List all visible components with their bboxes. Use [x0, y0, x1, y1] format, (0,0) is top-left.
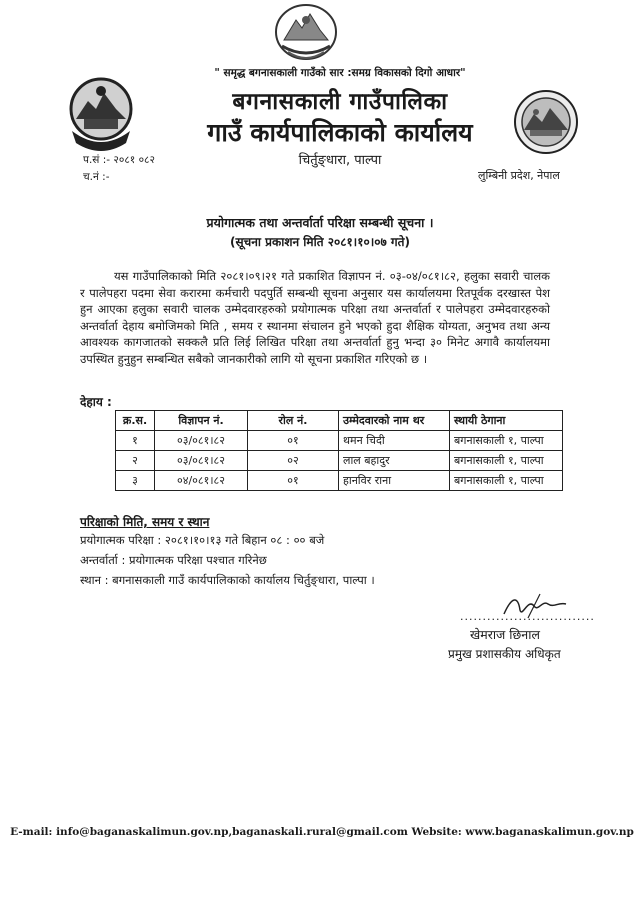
column-header: उम्मेदवारको नाम थर	[339, 411, 450, 431]
nepal-emblem-top-icon	[268, 2, 344, 66]
table-cell: १	[116, 431, 155, 451]
table-cell: ३	[116, 471, 155, 491]
table-cell: २	[116, 451, 155, 471]
table-row	[116, 431, 563, 451]
signature-line: ..............................	[460, 610, 595, 623]
table-cell: बगनासकाली १, पाल्पा	[450, 431, 563, 451]
dispatch-number: च.नं :-	[83, 171, 110, 183]
table-cell: हानविर राना	[339, 471, 450, 491]
table-cell: ०३/०८१।८२	[155, 431, 248, 451]
province: लुम्बिनी प्रदेश, नेपाल	[478, 169, 560, 182]
table-cell: ०३/०८१।८२	[155, 451, 248, 471]
table-row	[116, 471, 563, 491]
dehaya-label: देहाय :	[80, 395, 112, 409]
column-header: विज्ञापन नं.	[155, 411, 248, 431]
organization-name: बगनासकाली गाउँपालिका	[232, 89, 448, 115]
notice-title: प्रयोगात्मक तथा अन्तर्वार्ता परिक्षा सम्बन्धी सूचना ।	[206, 215, 434, 230]
table-cell: ०४/०८१।८२	[155, 471, 248, 491]
column-header: स्थायी ठेगाना	[450, 411, 563, 431]
slogan: " समृद्ध बगनासकाली गाउँको सार :समग्र विकासको दिगो आधार"	[214, 67, 466, 79]
table-cell: ०१	[248, 471, 339, 491]
notice-body: यस गाउँपालिकाको मिति २०८१।०९।२१ गते प्रकाशित विज्ञापन नं. ०३-०४/०८१।८२, हलुका सवारी चालक र पालेपहरा पदमा सेवा करारमा कर्मचारी पदपुर्ति सम्बन्धी सूचना अनुसार यस कार्यालयमा रितपूर्वक दरखास्त पेश हुन आएका हलुका सवारी चालक उम्मेदवारहरुको प्रयोगात्मक परिक्षा तथा अन्तर्वार्ता र पालेपहरा उम्मेदवारहरुको अन्तर्वार्ता देहाय बमोजिमको मिति , समय र स्थानमा संचालन हुने भएको हुदा शैक्षिक योग्यता, अनुभव तथा अन्य आवश्यक कागजातको सक्कलै प्रति लिई लिखित परिक्षा तथा अन्तर्वार्ता हुनु भन्दा ३० मिनेट अगावै कार्यालयमा उपस्थित हुनुहुन सम्बन्धित सबैको जानकारीको लागि यो सूचना प्रकाशित गरिएको छ ।	[80, 269, 550, 366]
table-cell: बगनासकाली १, पाल्पा	[450, 451, 563, 471]
interview-line: अन्तर्वार्ता : प्रयोगात्मक परिक्षा पश्चात गरिनेछ	[80, 553, 267, 567]
schedule-heading: परिक्षाको मिति, समय र स्थान	[80, 515, 210, 529]
reference-number: प.सं :- २०८१ ०८२	[83, 154, 155, 166]
handwritten-signature-icon	[500, 592, 570, 622]
table-cell: बगनासकाली १, पाल्पा	[450, 471, 563, 491]
signer-title: प्रमुख प्रशासकीय अधिकृत	[448, 647, 561, 661]
candidate-table	[115, 410, 563, 491]
venue-line: स्थान : बगनासकाली गाउँ कार्यपालिकाको कार्यालय चिर्तुङ्धारा, पाल्पा ।	[80, 573, 375, 587]
practical-exam-line: प्रयोगात्मक परिक्षा : २०८१।१०।१३ गते बिहान ०८ : ०० बजे	[80, 533, 325, 547]
notice-date: (सूचना प्रकाशन मिति २०८१।१०।०७ गते)	[230, 235, 410, 249]
signer-name: खेमराज छिनाल	[470, 627, 540, 642]
office-name: गाउँ कार्यपालिकाको कार्यालय	[207, 118, 473, 147]
column-header: क्र.स.	[116, 411, 155, 431]
footer-contact: E-mail: info@baganaskalimun.gov.np,baganaskali.rural@gmail.com Website: www.baganaskalimun.gov.np	[10, 826, 634, 838]
table-header-row	[116, 411, 563, 431]
nepal-coat-of-arms-icon	[66, 75, 136, 153]
table-cell: ०१	[248, 431, 339, 451]
table-cell: थमन चिदी	[339, 431, 450, 451]
table-cell: लाल बहादुर	[339, 451, 450, 471]
column-header: रोल नं.	[248, 411, 339, 431]
table-row	[116, 451, 563, 471]
office-address: चिर्तुङ्धारा, पाल्पा	[298, 153, 382, 168]
table-cell: ०२	[248, 451, 339, 471]
